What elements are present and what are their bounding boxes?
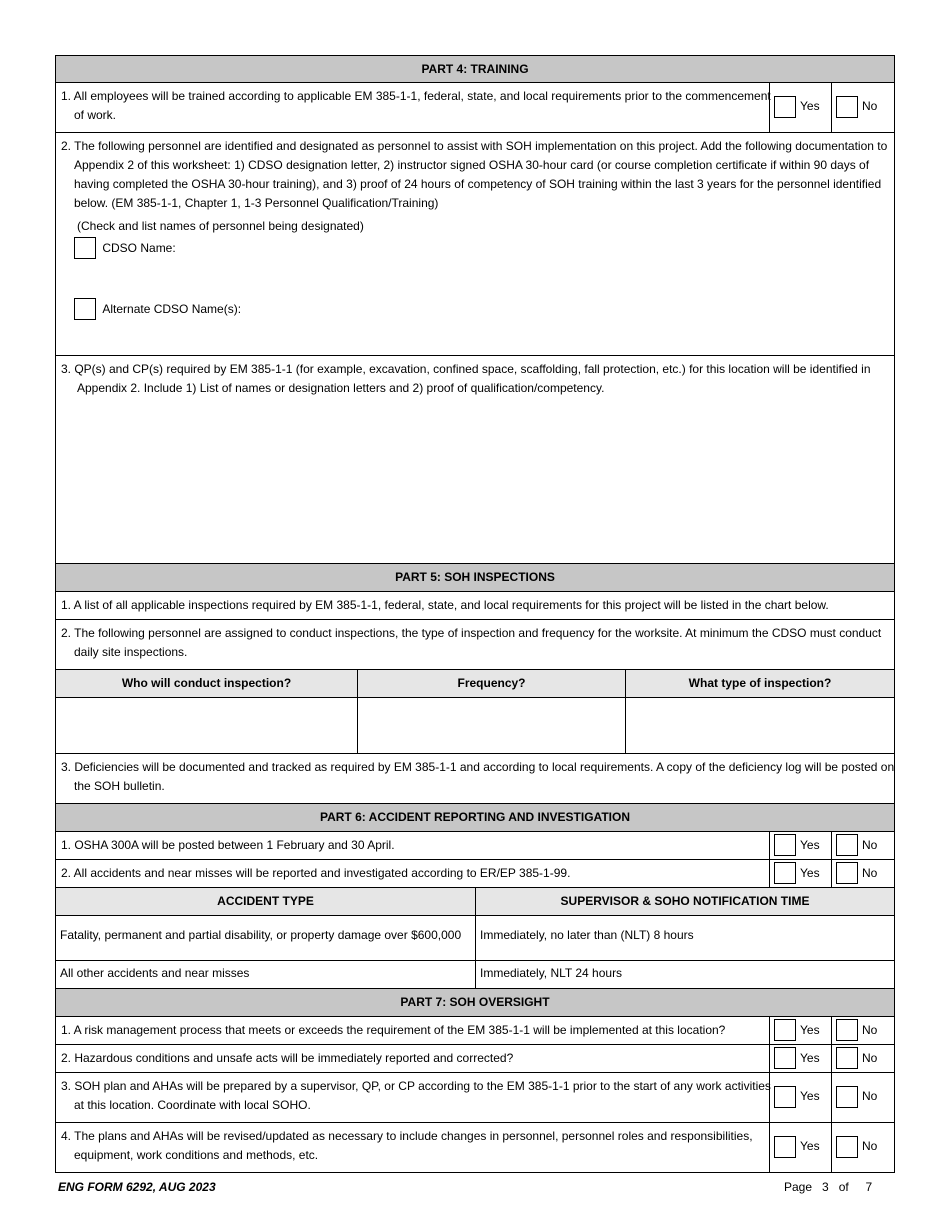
part7-item3-text: 3. SOH plan and AHAs will be prepared by a supervisor, QP, or CP according to the EM 385-1-1 prior to the start of any work activities at this location. Coordinate with local SOHO. [61, 1079, 771, 1112]
part5-item1-row [55, 592, 895, 620]
part7-item1-yes-checkbox[interactable] [774, 1019, 796, 1041]
part5-item2-text: 2. The following personnel are assigned to conduct inspections, the type of inspection and frequency for the worksite. At minimum the CDSO must conduct daily site inspections. [61, 626, 882, 659]
yes-label: Yes [800, 838, 820, 852]
alt-cdso-checkbox[interactable] [74, 298, 96, 320]
accident-type-cell: All other accidents and near misses [56, 961, 476, 988]
part4-header [55, 55, 895, 83]
part4-title: PART 4: TRAINING [421, 62, 529, 76]
part7-item1-text: 1. A risk management process that meets or exceeds the requirement of the EM 385-1-1 will be implemented at this location? [61, 1023, 726, 1037]
part6-item2-yes [769, 860, 832, 887]
part6-header [55, 804, 895, 832]
part7-item3-row [55, 1073, 895, 1123]
inspection-type-cell[interactable] [626, 698, 894, 753]
no-label: No [862, 99, 878, 113]
alt-cdso-label: Alternate CDSO Name(s): [102, 302, 242, 316]
part7-item4-row [55, 1123, 895, 1173]
part7-item2-yes-checkbox[interactable] [774, 1047, 796, 1069]
yes-label: Yes [800, 99, 820, 113]
part7-item3-no [831, 1073, 894, 1122]
part4-item1-text: 1. All employees will be trained according to applicable EM 385-1-1, federal, state, and local requirements prior to the commencement of work. [61, 89, 771, 122]
part7-item1-no [831, 1017, 894, 1044]
part7-item4-no [831, 1123, 894, 1172]
yes-label: Yes [800, 1089, 820, 1103]
no-label: No [862, 1139, 878, 1153]
part4-item1-yes-checkbox[interactable] [774, 96, 796, 118]
part7-item2-no-checkbox[interactable] [836, 1047, 858, 1069]
accident-table-header [55, 888, 895, 916]
accident-col-notification: SUPERVISOR & SOHO NOTIFICATION TIME [560, 894, 810, 908]
no-label: No [862, 866, 878, 880]
part7-item3-yes-checkbox[interactable] [774, 1086, 796, 1108]
part6-item1-text: 1. OSHA 300A will be posted between 1 February and 30 April. [61, 838, 395, 852]
cdso-label: CDSO Name: [102, 241, 176, 255]
yes-label: Yes [800, 1051, 820, 1065]
part7-item4-yes-checkbox[interactable] [774, 1136, 796, 1158]
form-identifier: ENG FORM 6292, AUG 2023 [58, 1180, 216, 1194]
accident-time-cell: Immediately, NLT 24 hours [480, 966, 623, 980]
of-word: of [838, 1180, 849, 1194]
part4-item2-note: (Check and list names of personnel being designated) [77, 219, 364, 233]
part7-item2-yes [769, 1045, 832, 1072]
part5-item2-row [55, 620, 895, 670]
part4-item1-no [831, 83, 894, 132]
part4-item2-row [55, 133, 895, 356]
yes-label: Yes [800, 866, 820, 880]
part6-title: PART 6: ACCIDENT REPORTING AND INVESTIGATION [319, 810, 630, 824]
part4-item1-row [55, 83, 895, 133]
part7-title: PART 7: SOH OVERSIGHT [400, 995, 550, 1009]
inspection-col-type: What type of inspection? [688, 676, 832, 690]
part5-title: PART 5: SOH INSPECTIONS [395, 570, 555, 584]
part4-item2-text: 2. The following personnel are identified and designated as personnel to assist with SOH implementation on this project. Add the following documentation to Appendix 2 of this worksheet: 1) CDSO designation letter, 2) instructor signed OSHA 30-hour card (or course completion certificate if within 90 days of having completed the OSHA 30-hour training), and 3) proof of 24 hours of competency of SOH training within the last 3 years for the personnel identified below. (EM 385-1-1, Chapter 1, 1-3 Personnel Qualification/Training) [61, 139, 888, 210]
part5-item1-text: 1. A list of all applicable inspections required by EM 385-1-1, federal, state, and local requirements for this project will be listed in the chart below. [61, 598, 829, 612]
part4-item1-no-checkbox[interactable] [836, 96, 858, 118]
alt-cdso-field [74, 298, 241, 320]
part7-item1-no-checkbox[interactable] [836, 1019, 858, 1041]
page-number: 3 [822, 1180, 829, 1194]
part6-item1-no [831, 832, 894, 859]
part6-item1-no-checkbox[interactable] [836, 834, 858, 856]
page-indicator [784, 1180, 872, 1194]
inspection-col-who: Who will conduct inspection? [56, 670, 358, 697]
yes-label: Yes [800, 1023, 820, 1037]
part7-item3-no-checkbox[interactable] [836, 1086, 858, 1108]
inspection-who-cell[interactable] [56, 698, 358, 753]
inspection-table-row [55, 698, 895, 754]
part7-item1-row [55, 1017, 895, 1045]
inspection-frequency-cell[interactable] [358, 698, 626, 753]
part6-item2-text: 2. All accidents and near misses will be reported and investigated according to ER/EP 385-1-99. [61, 866, 571, 880]
part7-item4-text: 4. The plans and AHAs will be revised/updated as necessary to include changes in personnel, personnel roles and responsibilities, equipment, work conditions and methods, etc. [61, 1129, 753, 1162]
part6-item2-no [831, 860, 894, 887]
part7-header [55, 989, 895, 1017]
part7-item2-no [831, 1045, 894, 1072]
page-total: 7 [865, 1180, 873, 1194]
no-label: No [862, 838, 878, 852]
accident-table-row [55, 916, 895, 961]
part4-item1-yes [769, 83, 832, 132]
part5-item3-row [55, 754, 895, 804]
part7-item2-row [55, 1045, 895, 1073]
cdso-checkbox[interactable] [74, 237, 96, 259]
accident-table-row [55, 961, 895, 989]
part5-item3-text: 3. Deficiencies will be documented and tracked as required by EM 385-1-1 and according to local requirements. A copy of the deficiency log will be posted on the SOH bulletin. [61, 760, 895, 793]
no-label: No [862, 1023, 878, 1037]
part7-item1-yes [769, 1017, 832, 1044]
part6-item1-yes [769, 832, 832, 859]
yes-label: Yes [800, 1139, 820, 1153]
inspection-col-frequency: Frequency? [358, 670, 626, 697]
inspection-table-header [55, 670, 895, 698]
no-label: No [862, 1051, 878, 1065]
part7-item4-no-checkbox[interactable] [836, 1136, 858, 1158]
accident-time-cell: Immediately, no later than (NLT) 8 hours [480, 928, 694, 942]
accident-col-type: ACCIDENT TYPE [56, 888, 476, 915]
part6-item2-row [55, 860, 895, 888]
part7-item2-text: 2. Hazardous conditions and unsafe acts will be immediately reported and corrected? [61, 1051, 514, 1065]
part7-item4-yes [769, 1123, 832, 1172]
part5-header [55, 564, 895, 592]
accident-type-cell: Fatality, permanent and partial disability, or property damage over $600,000 [56, 916, 476, 960]
part6-item2-no-checkbox[interactable] [836, 862, 858, 884]
page-word: Page [784, 1180, 813, 1194]
part6-item2-yes-checkbox[interactable] [774, 862, 796, 884]
part6-item1-row [55, 832, 895, 860]
part4-item3-text: 3. QP(s) and CP(s) required by EM 385-1-1 (for example, excavation, confined space, scaffolding, fall protection, etc.) for this location will be identified in Appendix 2. Include 1) List of names or designation letters and 2) proof of qualification/competency. [61, 362, 871, 395]
no-label: No [862, 1089, 878, 1103]
part7-item3-yes [769, 1073, 832, 1122]
form [55, 55, 895, 1173]
part4-item3-row[interactable] [55, 356, 895, 564]
part6-item1-yes-checkbox[interactable] [774, 834, 796, 856]
cdso-field [74, 237, 176, 259]
